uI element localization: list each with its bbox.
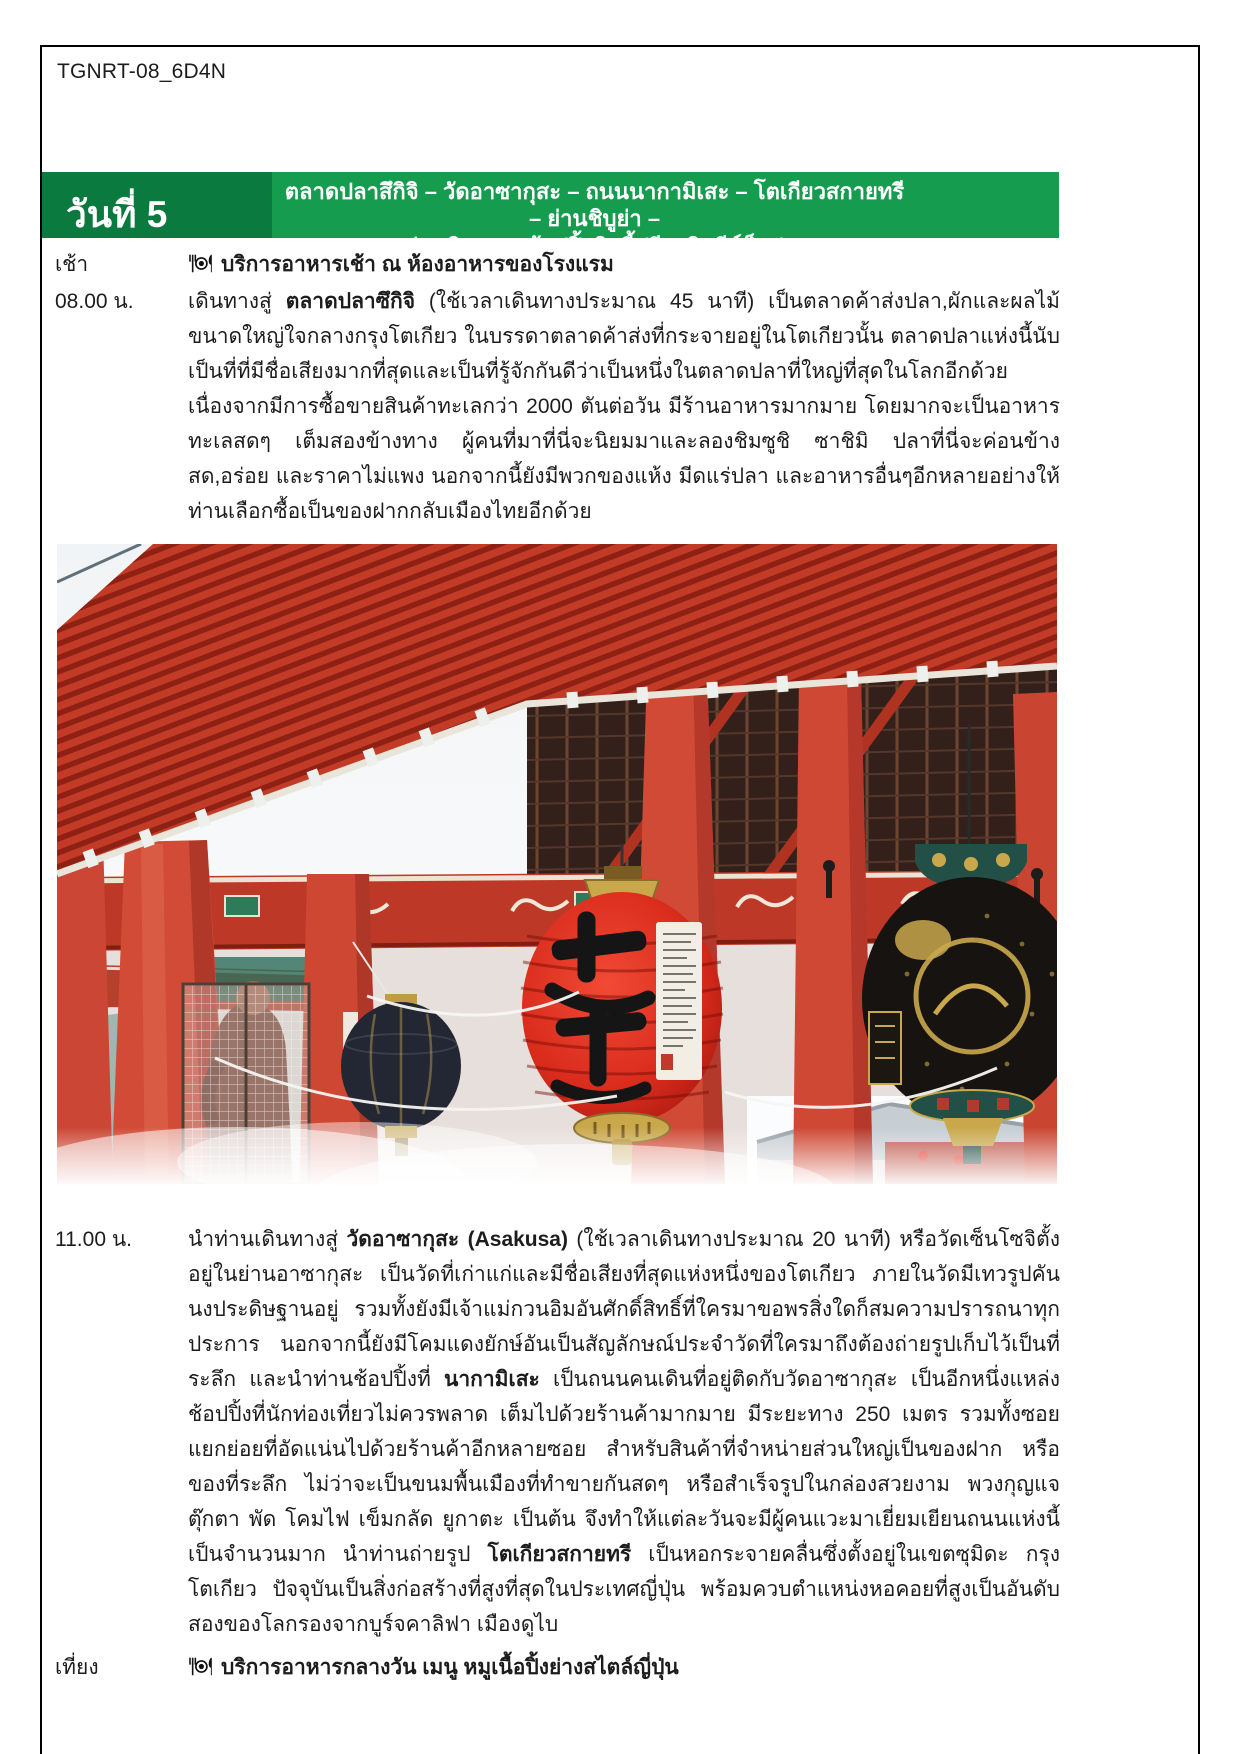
schedule-row-breakfast [55,247,1060,282]
itinerary-photo [57,544,1057,1184]
tsukiji-paragraph: เดินทางสู่ ตลาดปลาซึกิจิ (ใช้เวลาเดินทางประมาณ 45 นาที) เป็นตลาดค้าส่งปลา,ผักและผลไม้ขนาดใหญ่ใจกลางกรุงโตเกียว ในบรรดาตลาดค้าส่งที่กระจายอยู่ในโตเกียวนั้น ตลาดปลาแห่งนี้นับเป็นที่ที่มีชื่อเสียงมากที่สุดและเป็นที่รู้จักกันดีว่าเป็นหนึ่งในตลาดปลาที่ใหญ่ที่สุดในโลกอีกด้วย เนื่องจากมีการซื้อขายสินค้าทะเลกว่า 2000 ตันต่อวัน มีร้านอาหารมากมาย โดยมากจะเป็นอาหารทะเลสดๆ เต็มสองข้างทาง ผู้คนที่มาที่นี่จะนิยมมาและลองชิมซูชิ ซาชิมิ ปลาที่นี่จะค่อนข้างสด,อร่อย และราคาไม่แพง นอกจากนี้ยังมีพวกของแห้ง มีดแร่ปลา และอาหารอื่นๆอีกหลายอย่างให้ท่านเลือกซื้อเป็นของฝากกลับเมืองไทยอีกด้วย [188,290,1060,523]
meal-text [188,1650,1060,1685]
restaurant-icon [188,254,212,273]
time-label: 08.00 น. [55,290,134,313]
time-label: 11.00 น. [55,1228,133,1251]
restaurant-icon [188,1657,212,1676]
schedule-row-asakusa [55,1222,1060,1642]
asakusa-paragraph: นำท่านเดินทางสู่ วัดอาซากุสะ (Asakusa) (ใช้เวลาเดินทางประมาณ 20 นาที) หรือวัดเซ็นโซจิตั้งอยู่ในย่านอาซากุสะ เป็นวัดที่เก่าแก่และมีชื่อเสียงที่สุดแห่งหนึ่งของโตเกียว ภายในวัดมีเทวรูปคันนงประดิษฐานอยู่ รวมทั้งยังมีเจ้าแม่กวนอิมอันศักดิ์สิทธิ์ที่ใครมาขอพรสิ่งใดก็สมความปรารถนาทุกประการ นอกจากนี้ยังมีโคมแดงยักษ์อันเป็นสัญลักษณ์ประจำวัดที่ใครมาถึงต้องถ่ายรูปเก็บไว้เป็นที่ระลึก และนำท่านช้อปปิ้งที่ นากามิเสะ เป็นถนนคนเดินที่อยู่ติดกับวัดอาซากุสะ เป็นอีกหนึ่งแหล่งช้อปปิ้งที่นักท่องเที่ยวไม่ควรพลาด เต็มไปด้วยร้านค้ามากมาย มีระยะทาง 250 เมตร รวมทั้งซอยแยกย่อยที่อัดแน่นไปด้วยร้านค้าอีกหลายซอย สำหรับสินค้าที่จำหน่ายส่วนใหญ่เป็นของฝาก หรือของที่ระลึก ไม่ว่าจะเป็นขนมพื้นเมืองที่ทำขายกันสดๆ หรือสำเร็จรูปในกล่องสวยงาม พวงกุญแจ ตุ๊กตา พัด โคมไฟ เข็มกลัด ยูกาตะ เป็นต้น จึงทำให้แต่ละวันจะมีผู้คนแวะมาเยี่ยมเยียนถนนแห่งนี้เป็นจำนวนมาก นำท่านถ่ายรูป โตเกียวสกายทรี เป็นหอกระจายคลื่นซึ่งตั้งอยู่ในเขตซุมิดะ กรุงโตเกียว ปัจจุบันเป็นสิ่งก่อสร้างที่สูงที่สุดในประเทศญี่ปุ่น พร้อมควบตำแหน่งหอคอยที่สูงเป็นอันดับสองของโลกรองจากบูร์จคาลิฟา เมืองดูไบ [188,1228,1061,1636]
meal-label: บริการอาหารเช้า ณ ห้องอาหารของโรงแรม [221,253,614,276]
day-route-line2: ย่านชินจูกุ – ช้อปปิ้งดิวตี้ฟรี – ดิสนีย์ช็อป [405,234,784,259]
schedule-row-lunch [55,1650,1060,1685]
day-route-summary [272,172,1059,259]
day-number-label: วันที่ 5 [42,172,272,238]
schedule-row-tsukiji [55,284,1060,529]
lantern-inscription-panel [656,922,702,1080]
photo-mist [57,1122,1057,1184]
time-label: เที่ยง [55,1656,99,1679]
meal-text [188,247,1060,282]
meal-label: บริการอาหารกลางวัน เมนู หมูเนื้อปิ้งย่างสไตล์ญี่ปุ่น [221,1656,679,1679]
day-banner [42,172,1059,259]
asakusa-photo-illustration [57,544,1057,1184]
tour-code: TGNRT-08_6D4N [57,60,227,83]
time-label: เช้า [55,253,89,276]
schedule [55,247,1060,1685]
day-route-line1: ตลาดปลาสึกิจิ – วัดอาซากุสะ – ถนนนากามิเสะ – โตเกียวสกายทรี – ย่านชิบูย่า – [284,179,905,231]
